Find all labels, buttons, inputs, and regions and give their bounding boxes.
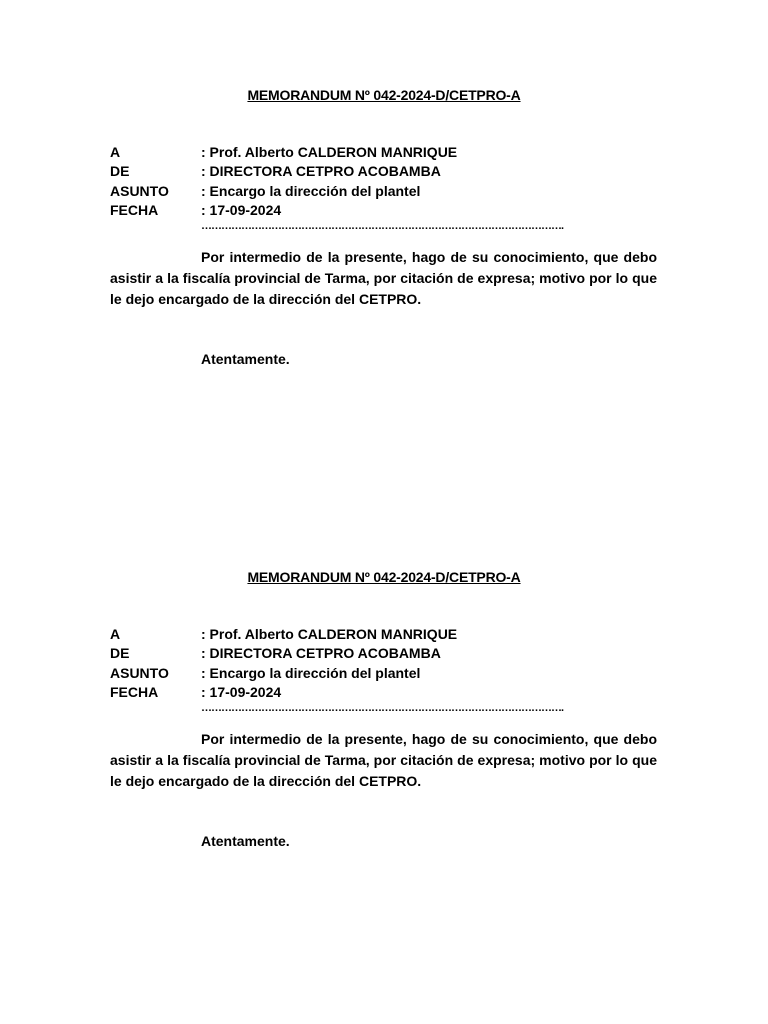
field-value-date: : 17-09-2024 [201, 683, 282, 700]
field-label-date: FECHA [110, 201, 159, 218]
field-row-from [110, 162, 658, 181]
field-value-subject: : Encargo la dirección del plantel [201, 182, 421, 199]
memo-body: Por intermedio de la presente, hago de su conocimiento, que debo asistir a la fiscalía provincial de Tarma, por citación de expresa; motivo por lo que le dejo encargado de la dirección del CETPRO. [110, 249, 657, 307]
memo-header-fields [110, 625, 658, 702]
field-label-to: A [110, 626, 121, 642]
field-row-date [110, 201, 658, 220]
field-row-to [110, 625, 658, 644]
field-label-subject: ASUNTO [110, 182, 169, 199]
memo-closing: Atentamente. [201, 833, 290, 849]
memorandum-1 [0, 85, 768, 385]
memo-title: MEMORANDUM Nº 042-2024-D/CETPRO-A [247, 569, 521, 585]
field-value-from: : DIRECTORA CETPRO ACOBAMBA [201, 645, 441, 662]
memorandum-2 [0, 567, 768, 867]
memo-body: Por intermedio de la presente, hago de su conocimiento, que debo asistir a la fiscalía provincial de Tarma, por citación de expresa; motivo por lo que le dejo encargado de la dirección del CETPRO. [110, 731, 657, 789]
field-row-date [110, 683, 658, 702]
field-value-to: : Prof. Alberto CALDERON MANRIQUE [201, 626, 458, 642]
memo-closing: Atentamente. [201, 351, 290, 367]
field-value-to: : Prof. Alberto CALDERON MANRIQUE [201, 144, 458, 160]
field-row-subject [110, 182, 658, 201]
memo-header-fields [110, 143, 658, 220]
field-value-from: : DIRECTORA CETPRO ACOBAMBA [201, 163, 441, 180]
field-row-subject [110, 664, 658, 683]
field-label-subject: ASUNTO [110, 664, 169, 681]
memo-title: MEMORANDUM Nº 042-2024-D/CETPRO-A [247, 87, 521, 103]
field-value-date: : 17-09-2024 [201, 201, 282, 218]
field-label-from: DE [110, 645, 130, 662]
field-row-to [110, 143, 658, 162]
field-label-to: A [110, 144, 121, 160]
field-value-subject: : Encargo la dirección del plantel [201, 664, 421, 681]
dotted-separator: ………………………………………………………………………………………………. [201, 220, 564, 232]
field-label-from: DE [110, 163, 130, 180]
field-row-from [110, 644, 658, 663]
dotted-separator: ………………………………………………………………………………………………. [201, 702, 564, 714]
field-label-date: FECHA [110, 683, 159, 700]
